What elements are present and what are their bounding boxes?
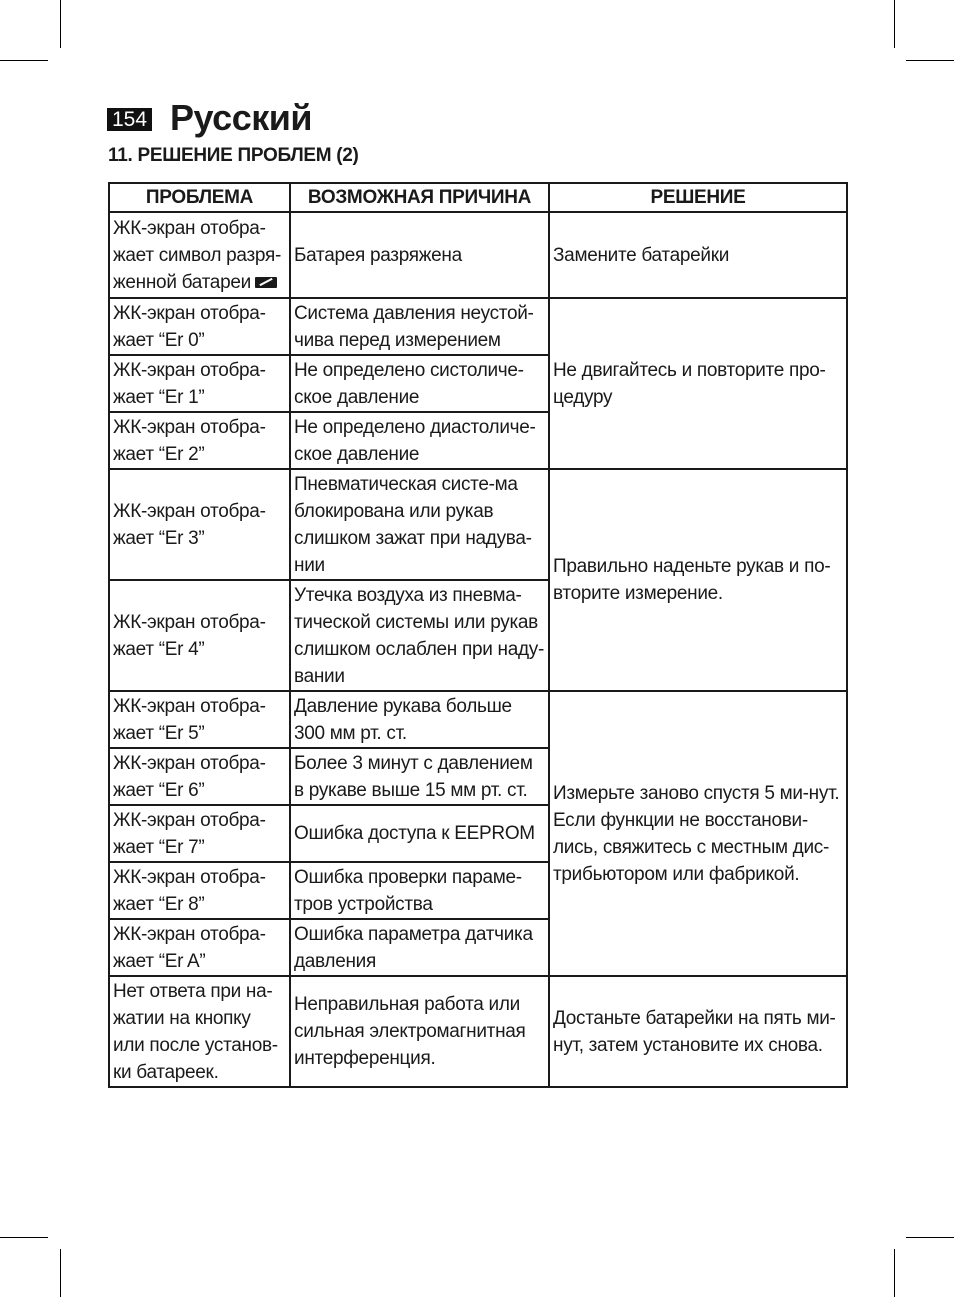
header-solution: РЕШЕНИЕ	[549, 183, 847, 212]
table-header-row	[109, 183, 847, 212]
solution-cell: Правильно наденьте рукав и по-вторите измерение.	[549, 469, 847, 691]
problem-cell	[109, 212, 290, 298]
cause-cell: Давление рукава больше 300 мм рт. ст.	[290, 691, 549, 748]
table-row	[109, 469, 847, 580]
solution-cell: Измерьте заново спустя 5 ми-нут. Если функции не восстанови-лись, свяжитесь с местным дис-трибьютором или фабрикой.	[549, 691, 847, 976]
cause-cell: Более 3 минут с давлением в рукаве выше 15 мм рт. ст.	[290, 748, 549, 805]
page-number: 154	[107, 108, 152, 131]
solution-cell: Замените батарейки	[549, 212, 847, 298]
problem-text: ЖК-экран отобра-жает символ разря-женной батареи	[113, 217, 281, 293]
problem-cell: ЖК-экран отобра-жает “Er 3”	[109, 469, 290, 580]
crop-mark	[0, 60, 48, 61]
crop-mark	[60, 0, 61, 48]
troubleshooting-table	[108, 182, 848, 1088]
header-problem: ПРОБЛЕМА	[109, 183, 290, 212]
problem-cell: Нет ответа при на-жатии на кнопку или после установ-ки батареек.	[109, 976, 290, 1087]
solution-cell: Достаньте батарейки на пять ми-нут, затем установите их снова.	[549, 976, 847, 1087]
cause-cell: Ошибка параметра датчика давления	[290, 919, 549, 976]
problem-cell: ЖК-экран отобра-жает “Er 6”	[109, 748, 290, 805]
problem-cell: ЖК-экран отобра-жает “Er 5”	[109, 691, 290, 748]
table-row	[109, 691, 847, 748]
crop-mark	[0, 1237, 48, 1238]
problem-cell: ЖК-экран отобра-жает “Er 0”	[109, 298, 290, 355]
table-row	[109, 298, 847, 355]
cause-cell: Ошибка доступа к EEPROM	[290, 805, 549, 862]
section-title: 11. РЕШЕНИЕ ПРОБЛЕМ (2)	[108, 145, 359, 166]
table-row	[109, 976, 847, 1087]
problem-cell: ЖК-экран отобра-жает “Er 4”	[109, 580, 290, 691]
cause-cell: Батарея разряжена	[290, 212, 549, 298]
problem-cell: ЖК-экран отобра-жает “Er A”	[109, 919, 290, 976]
cause-cell: Пневматическая систе-ма блокирована или рукав слишком зажат при надува-нии	[290, 469, 549, 580]
crop-mark	[906, 1237, 954, 1238]
language-title: Русский	[170, 97, 313, 138]
cause-cell: Неправильная работа или сильная электромагнитная интерференция.	[290, 976, 549, 1087]
crop-mark	[894, 0, 895, 48]
table-row	[109, 212, 847, 298]
low-battery-icon	[255, 277, 277, 288]
problem-cell: ЖК-экран отобра-жает “Er 1”	[109, 355, 290, 412]
cause-cell: Не определено диастоличе-ское давление	[290, 412, 549, 469]
cause-cell: Ошибка проверки параме-тров устройства	[290, 862, 549, 919]
crop-mark	[906, 60, 954, 61]
page-header	[107, 96, 312, 140]
header-cause: ВОЗМОЖНАЯ ПРИЧИНА	[290, 183, 549, 212]
problem-cell: ЖК-экран отобра-жает “Er 8”	[109, 862, 290, 919]
problem-cell: ЖК-экран отобра-жает “Er 2”	[109, 412, 290, 469]
solution-cell: Не двигайтесь и повторите про-цедуру	[549, 298, 847, 469]
cause-cell: Утечка воздуха из пневма-тической системы или рукав слишком ослаблен при наду-вании	[290, 580, 549, 691]
problem-cell: ЖК-экран отобра-жает “Er 7”	[109, 805, 290, 862]
cause-cell: Не определено систоличе-ское давление	[290, 355, 549, 412]
cause-cell: Система давления неустой-чива перед измерением	[290, 298, 549, 355]
crop-mark	[894, 1249, 895, 1297]
crop-mark	[60, 1249, 61, 1297]
